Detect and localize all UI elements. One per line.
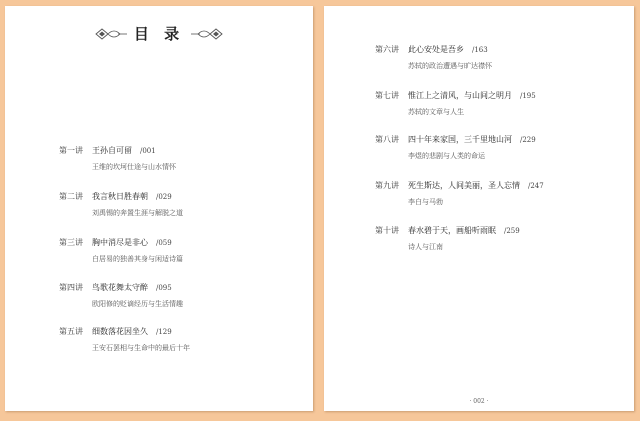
lecture-page: /059	[156, 239, 172, 247]
lecture-subtitle: 王安石罢相与生命中的最后十年	[92, 344, 190, 352]
lecture-subtitle: 李白与马勃	[408, 198, 443, 206]
lecture-subtitle: 诗人与江南	[408, 243, 443, 251]
lecture-subtitle: 苏轼的政治遭遇与旷达襟怀	[408, 62, 492, 70]
lecture-page: /163	[472, 46, 488, 54]
lecture-subtitle: 王维的坎坷仕途与山水情怀	[92, 163, 176, 171]
lecture-page: /001	[140, 147, 156, 155]
toc-entry[interactable]	[375, 225, 520, 252]
toc-entry[interactable]	[59, 191, 183, 218]
left-ornament-icon	[94, 26, 128, 42]
lecture-number: 第三讲	[59, 238, 83, 247]
lecture-page: /247	[528, 182, 544, 190]
lecture-number: 第五讲	[59, 327, 83, 336]
lecture-title: 死生斯达，人间美丽，圣人忘情	[408, 181, 520, 190]
lecture-number: 第九讲	[375, 181, 399, 190]
lecture-number: 第四讲	[59, 283, 83, 292]
lecture-number: 第六讲	[375, 45, 399, 54]
toc-title: 目 录	[133, 25, 185, 43]
toc-entry[interactable]	[375, 44, 492, 71]
toc-entry[interactable]	[375, 90, 536, 117]
lecture-title: 我言秋日胜春朝	[92, 192, 148, 201]
lecture-subtitle: 白居易的独善其身与闲适诗篇	[92, 255, 183, 263]
right-ornament-icon	[190, 26, 224, 42]
lecture-page: /259	[504, 227, 520, 235]
lecture-title: 春水碧于天，画船听雨眠	[408, 226, 496, 235]
lecture-number: 第七讲	[375, 91, 399, 100]
lecture-title: 惟江上之清风，与山间之明月	[408, 91, 512, 100]
left-page	[5, 6, 313, 411]
toc-entry[interactable]	[375, 180, 544, 207]
lecture-subtitle: 刘禹锡的奔置生涯与解脱之道	[92, 209, 183, 217]
lecture-title: 细数落花因坐久	[92, 327, 148, 336]
lecture-number: 第八讲	[375, 135, 399, 144]
lecture-page: /095	[156, 284, 172, 292]
lecture-number: 第十讲	[375, 226, 399, 235]
lecture-page: /129	[156, 328, 172, 336]
lecture-page: /229	[520, 136, 536, 144]
lecture-title: 鸟歌花舞太守醉	[92, 283, 148, 292]
lecture-subtitle: 欧阳修的贬谪经历与生活情趣	[92, 300, 183, 308]
toc-entry[interactable]	[375, 134, 536, 161]
toc-entry[interactable]	[59, 326, 190, 353]
lecture-page: /195	[520, 92, 536, 100]
lecture-page: /029	[156, 193, 172, 201]
toc-entry[interactable]	[59, 145, 176, 172]
lecture-title: 四十年来家国，三千里地山河	[408, 135, 512, 144]
lecture-number: 第一讲	[59, 146, 83, 155]
lecture-title: 胸中消尽是非心	[92, 238, 148, 247]
page-number: · 002 ·	[469, 398, 489, 405]
toc-entry[interactable]	[59, 237, 183, 264]
right-page	[324, 6, 634, 411]
lecture-subtitle: 苏轼的文章与人生	[408, 108, 464, 116]
lecture-number: 第二讲	[59, 192, 83, 201]
lecture-subtitle: 李煜的悲剧与人类的命运	[408, 152, 485, 160]
toc-entry[interactable]	[59, 282, 183, 309]
toc-header	[5, 23, 313, 44]
lecture-title: 王孙自可留	[92, 146, 132, 155]
lecture-title: 此心安处是吾乡	[408, 45, 464, 54]
